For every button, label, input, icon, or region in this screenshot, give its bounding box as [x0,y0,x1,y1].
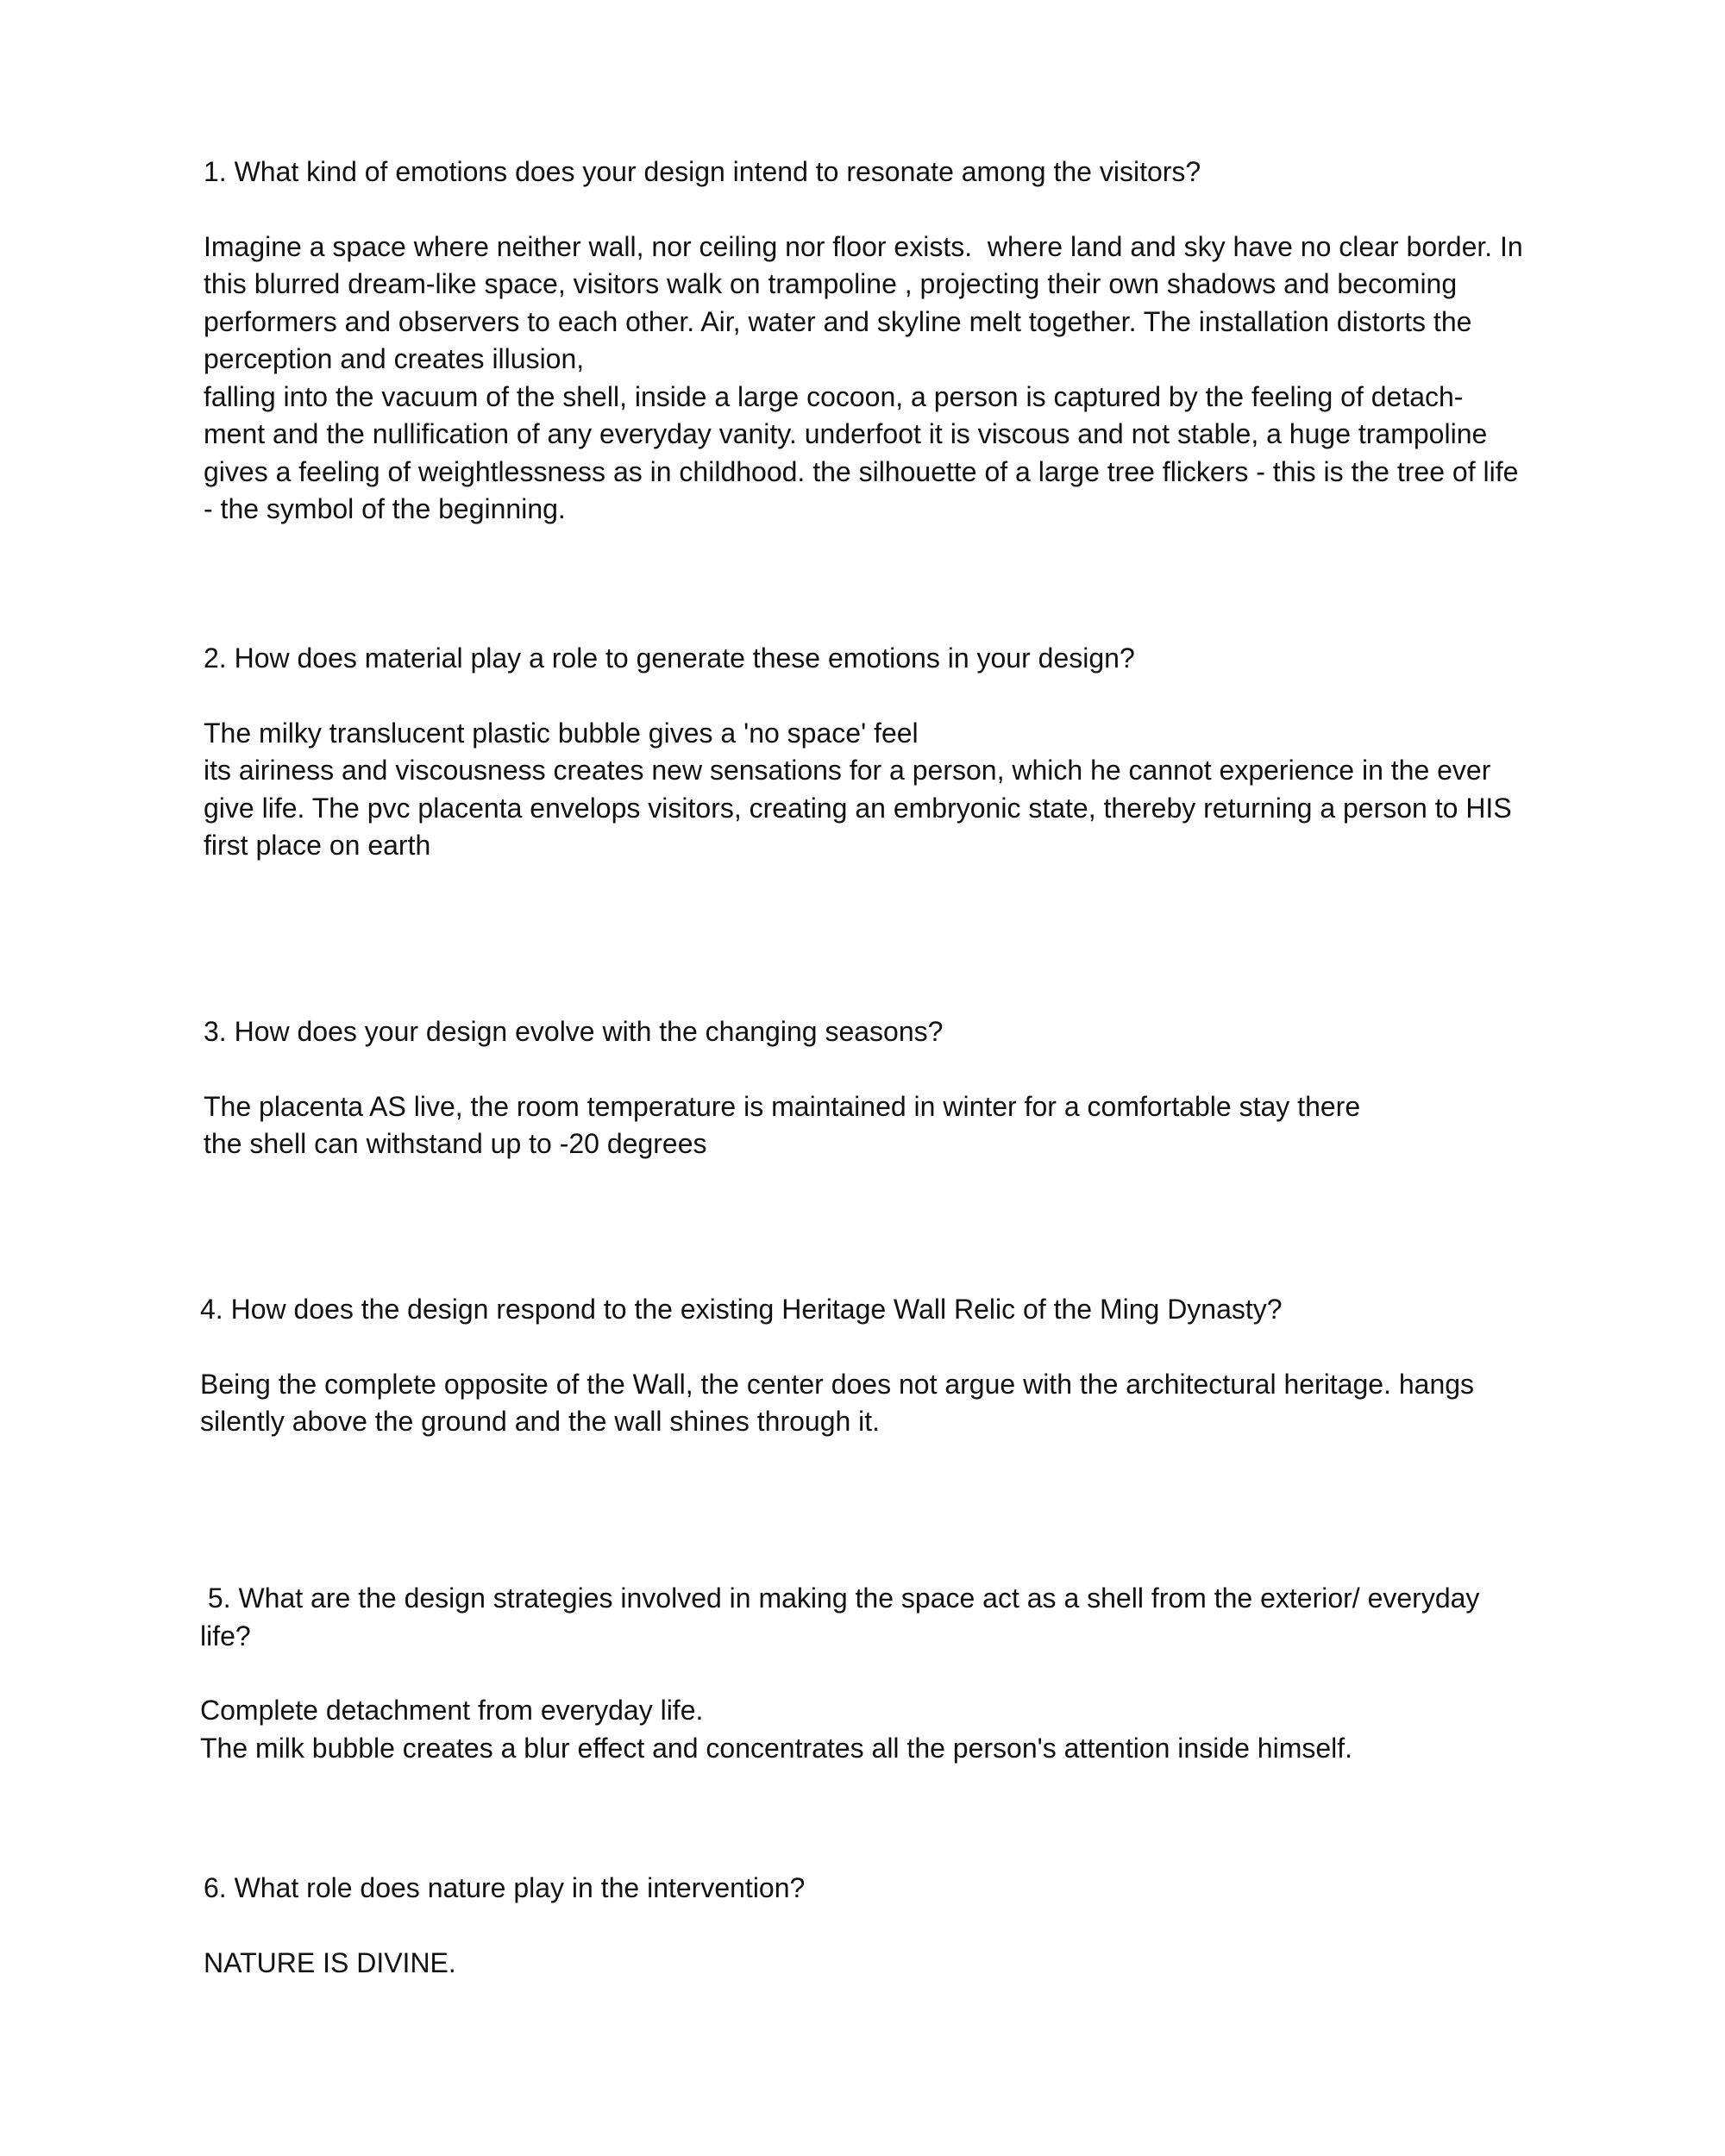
question-5-line-1: 5. What are the design strategies involved in making the space act as a shell from the exterior/ everyday [200,1583,1480,1614]
answer-2-line-1: The milky translucent plastic bubble gives a 'no space' feel [204,717,919,749]
answer-1-line-8: - the symbol of the beginning. [204,493,566,524]
answer-1-line-2: this blurred dream-like space, visitors walk on trampoline , projecting their own shadows and becoming [204,268,1458,299]
answer-6-line-1: NATURE IS DIVINE. [204,1946,456,1978]
question-6: 6. What role does nature play in the intervention? [204,1872,806,1903]
question-4: 4. How does the design respond to the existing Heritage Wall Relic of the Ming Dynasty? [200,1294,1283,1325]
answer-2-line-2: its airiness and viscousness creates new sensations for a person, which he cannot experience in the ever [204,755,1491,786]
answer-2-line-3: give life. The pvc placenta envelops visitors, creating an embryonic state, thereby returning a person to HIS [204,792,1512,824]
answer-4-line-2: silently above the ground and the wall shines through it. [200,1406,881,1437]
answer-6 [204,1945,1601,1983]
answer-1 [204,229,1601,529]
answer-4 [200,1366,1597,1441]
question-5-line-2: life? [200,1620,251,1651]
answer-1-line-6: ment and the nullification of any everyday vanity. underfoot it is viscous and not stable, a huge trampoline [204,418,1488,449]
qa-section-1 [204,154,1601,529]
question-2: 2. How does material play a role to generate these emotions in your design? [204,642,1135,674]
answer-3 [204,1088,1601,1163]
question-3: 3. How does your design evolve with the changing seasons? [204,1016,944,1047]
qa-section-5 [200,1580,1597,1767]
answer-1-line-3: performers and observers to each other. Air, water and skyline melt together. The installation distorts the [204,305,1472,337]
answer-2-line-4: first place on earth [204,830,431,861]
answer-2 [204,715,1601,865]
question-1: 1. What kind of emotions does your design intend to resonate among the visitors? [204,156,1201,187]
qa-section-3 [204,1013,1601,1163]
qa-section-4 [200,1291,1597,1441]
qa-section-2 [204,640,1601,865]
answer-3-line-2: the shell can withstand up to -20 degrees [204,1128,707,1159]
answer-1-line-7: gives a feeling of weightlessness as in childhood. the silhouette of a large tree flickers - this is the tree of life [204,455,1519,487]
qa-section-6 [204,1870,1601,1982]
answer-5 [200,1692,1597,1767]
answer-4-line-1: Being the complete opposite of the Wall, the center does not argue with the architectural heritage. hangs [200,1368,1475,1400]
answer-5-line-2: The milk bubble creates a blur effect and concentrates all the person's attention inside himself. [200,1732,1353,1764]
answer-3-line-1: The placenta AS live, the room temperature is maintained in winter for a comfortable stay there [204,1090,1361,1122]
answer-5-line-1: Complete detachment from everyday life. [200,1695,704,1726]
answer-1-line-1: Imagine a space where neither wall, nor ceiling nor floor exists. where land and sky have no clear border. In [204,230,1523,262]
answer-1-line-4: perception and creates illusion, [204,343,585,374]
answer-1-line-5: falling into the vacuum of the shell, inside a large cocoon, a person is captured by the feeling of detach- [204,380,1464,412]
